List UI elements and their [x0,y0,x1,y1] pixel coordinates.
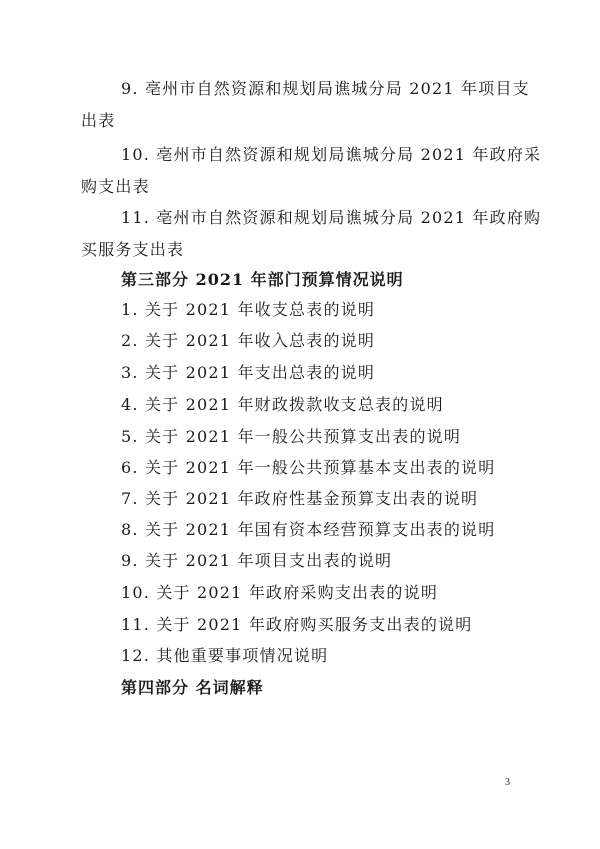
section-heading-part3: 第三部分 2021 年部门预算情况说明 [121,270,404,289]
toc-note-6: 6. 关于 2021 年一般公共预算基本支出表的说明 [121,458,496,477]
section-heading-part4: 第四部分 名词解释 [121,678,264,697]
toc-note-7: 7. 关于 2021 年政府性基金预算支出表的说明 [121,489,479,508]
toc-item-11-line1: 11. 亳州市自然资源和规划局谯城分局 2021 年政府购 [121,208,542,227]
toc-note-10: 10. 关于 2021 年政府采购支出表的说明 [121,583,439,602]
toc-note-5: 5. 关于 2021 年一般公共预算支出表的说明 [121,427,462,446]
toc-item-10-line1: 10. 亳州市自然资源和规划局谯城分局 2021 年政府采 [121,145,542,164]
toc-note-4: 4. 关于 2021 年财政拨款收支总表的说明 [121,395,444,414]
toc-note-11: 11. 关于 2021 年政府购买服务支出表的说明 [121,615,473,634]
toc-item-11-line2: 买服务支出表 [81,240,185,259]
toc-note-9: 9. 关于 2021 年项目支出表的说明 [121,551,393,570]
toc-item-9-line1: 9. 亳州市自然资源和规划局谯城分局 2021 年项目支 [121,79,530,98]
page-number: 3 [505,777,510,788]
toc-item-9-line2: 出表 [81,111,116,130]
toc-note-2: 2. 关于 2021 年收入总表的说明 [121,331,376,350]
toc-note-12: 12. 其他重要事项情况说明 [121,646,329,665]
toc-note-3: 3. 关于 2021 年支出总表的说明 [121,363,376,382]
toc-note-8: 8. 关于 2021 年国有资本经营预算支出表的说明 [121,520,496,539]
toc-item-10-line2: 购支出表 [81,177,150,196]
toc-note-1: 1. 关于 2021 年收支总表的说明 [121,300,376,319]
